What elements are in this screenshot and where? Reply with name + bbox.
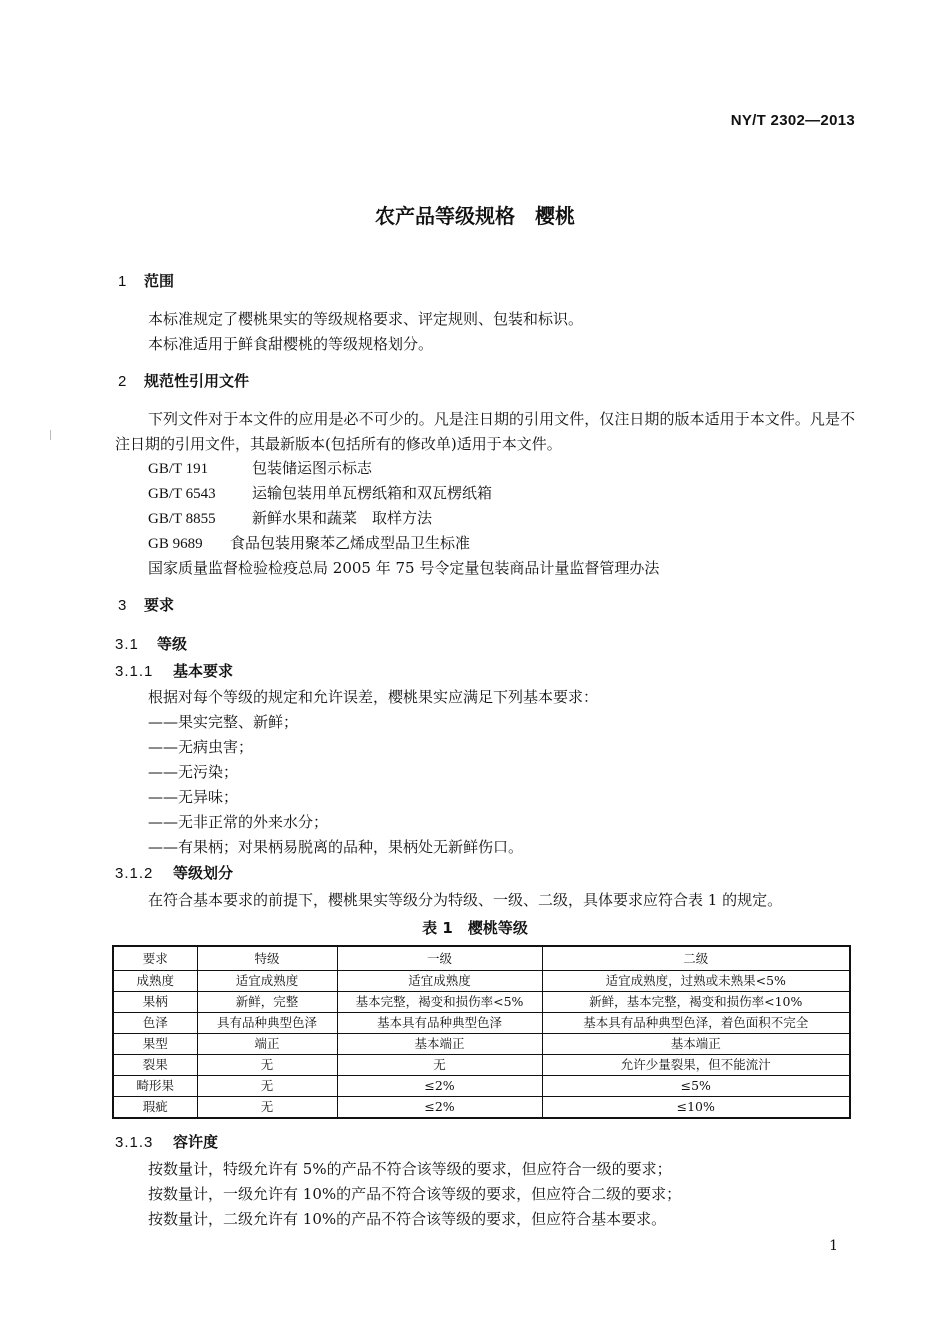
table-row [113, 1034, 850, 1055]
paragraph: 根据对每个等级的规定和允许误差，樱桃果实应满足下列基本要求： [148, 688, 599, 706]
table-cell: 适宜成熟度，过熟或未熟果<5% [542, 971, 850, 992]
table-header-cell: 特级 [197, 946, 337, 971]
section-1-heading [118, 270, 174, 291]
reference-title: 食品包装用聚苯乙烯成型品卫生标准 [230, 534, 471, 552]
reference-code: GB/T 191 [148, 461, 209, 477]
table-cell: ≤2% [337, 1076, 542, 1097]
list-item: ——无污染； [148, 763, 239, 781]
table-cell: 基本具有品种典型色泽，着色面积不完全 [542, 1013, 850, 1034]
table-cell: 新鲜，基本完整，褐变和损伤率<10% [542, 992, 850, 1013]
paragraph: 按数量计，一级允许有 10%的产品不符合该等级的要求，但应符合二级的要求； [148, 1185, 682, 1203]
table-cell: 基本完整，褐变和损伤率<5% [337, 992, 542, 1013]
paragraph: 本标准规定了樱桃果实的等级规格要求、评定规则、包装和标识。 [148, 310, 584, 328]
table-row [113, 1097, 850, 1119]
table-cell: 基本端正 [542, 1034, 850, 1055]
document-title: 农产品等级规格 樱桃 [375, 204, 575, 228]
table-cell: 瑕疵 [113, 1097, 197, 1119]
table-cell: 新鲜，完整 [197, 992, 337, 1013]
reference-code: GB/T 6543 [148, 486, 216, 502]
table-cell: ≤5% [542, 1076, 850, 1097]
table-row [113, 992, 850, 1013]
paragraph: 按数量计，特级允许有 5%的产品不符合该等级的要求，但应符合一级的要求； [148, 1160, 672, 1178]
reference-item: 国家质量监督检验检疫总局 2005 年 75 号令定量包装商品计量监督管理办法 [148, 559, 660, 577]
table-cell: ≤2% [337, 1097, 542, 1119]
section-title: 等级 [157, 635, 188, 653]
section-number: 3.1.1 [115, 663, 154, 680]
page-number: 1 [829, 1238, 838, 1254]
table-cell: 基本端正 [337, 1034, 542, 1055]
paragraph: 本标准适用于鲜食甜樱桃的等级规格划分。 [148, 335, 434, 353]
table-cell: 无 [197, 1055, 337, 1076]
table-cell: 无 [197, 1076, 337, 1097]
section-title: 规范性引用文件 [144, 372, 250, 390]
table-row [113, 1013, 850, 1034]
table-cell: 允许少量裂果，但不能流汁 [542, 1055, 850, 1076]
table-cell: 果型 [113, 1034, 197, 1055]
reference-code: GB/T 8855 [148, 511, 216, 527]
reference-item [148, 507, 432, 528]
reference-code: GB 9689 [148, 536, 203, 552]
section-title: 基本要求 [173, 662, 234, 680]
table-cell: 端正 [197, 1034, 337, 1055]
table-header-cell: 一级 [337, 946, 542, 971]
list-item: ——果实完整、新鲜； [148, 713, 299, 731]
paragraph: 按数量计，二级允许有 10%的产品不符合该等级的要求，但应符合基本要求。 [148, 1210, 667, 1228]
section-3-1-3-heading [115, 1131, 218, 1152]
reference-item [148, 532, 470, 553]
table-cell: 具有品种典型色泽 [197, 1013, 337, 1034]
reference-title: 包装储运图示标志 [252, 459, 373, 477]
table-cell: 畸形果 [113, 1076, 197, 1097]
table-cell: 无 [197, 1097, 337, 1119]
table-row [113, 1055, 850, 1076]
table-cell: ≤10% [542, 1097, 850, 1119]
table-header-cell: 要求 [113, 946, 197, 971]
section-3-1-heading [115, 633, 187, 654]
section-2-heading [118, 370, 249, 391]
table-cell: 基本具有品种典型色泽 [337, 1013, 542, 1034]
section-title: 等级划分 [173, 864, 234, 882]
list-item: ——无非正常的外来水分； [148, 813, 329, 831]
table-cell: 成熟度 [113, 971, 197, 992]
margin-mark [50, 430, 51, 440]
table-header-row [113, 946, 850, 971]
table-cell: 裂果 [113, 1055, 197, 1076]
section-title: 范围 [144, 272, 175, 290]
list-item: ——无病虫害； [148, 738, 254, 756]
table-cell: 果柄 [113, 992, 197, 1013]
reference-title: 运输包装用单瓦楞纸箱和双瓦楞纸箱 [252, 484, 493, 502]
section-number: 3 [118, 597, 127, 614]
section-title: 要求 [144, 596, 175, 614]
paragraph: 下列文件对于本文件的应用是必不可少的。凡是注日期的引用文件，仅注日期的版本适用于本文件。凡是不注日期的引用文件，其最新版本(包括所有的修改单)适用于本文件。 [115, 410, 855, 453]
reference-item [148, 482, 492, 503]
table-cell: 色泽 [113, 1013, 197, 1034]
table-row [113, 1076, 850, 1097]
section-3-1-1-heading [115, 660, 233, 681]
section-number: 3.1.3 [115, 1134, 154, 1151]
list-item: ——无异味； [148, 788, 239, 806]
section-number: 2 [118, 373, 127, 390]
section-3-1-2-heading [115, 862, 233, 883]
paragraph: 在符合基本要求的前提下，樱桃果实等级分为特级、一级、二级，具体要求应符合表 1 的规定。 [148, 891, 783, 909]
table-cell: 适宜成熟度 [337, 971, 542, 992]
reference-title: 新鲜水果和蔬菜 取样方法 [252, 509, 433, 527]
grade-table [112, 945, 851, 1119]
section-number: 3.1 [115, 636, 139, 653]
section-3-heading [118, 594, 174, 615]
table-title: 表 1 樱桃等级 [422, 919, 528, 937]
section-title: 容许度 [173, 1133, 219, 1151]
standard-number: NY/T 2302—2013 [730, 112, 855, 129]
list-item: ——有果柄；对果柄易脱离的品种，果柄处无新鲜伤口。 [148, 838, 524, 856]
table-cell: 适宜成熟度 [197, 971, 337, 992]
section-number: 3.1.2 [115, 865, 154, 882]
reference-item [148, 457, 372, 478]
table-cell: 无 [337, 1055, 542, 1076]
table-header-cell: 二级 [542, 946, 850, 971]
table-row [113, 971, 850, 992]
section-number: 1 [118, 273, 127, 290]
